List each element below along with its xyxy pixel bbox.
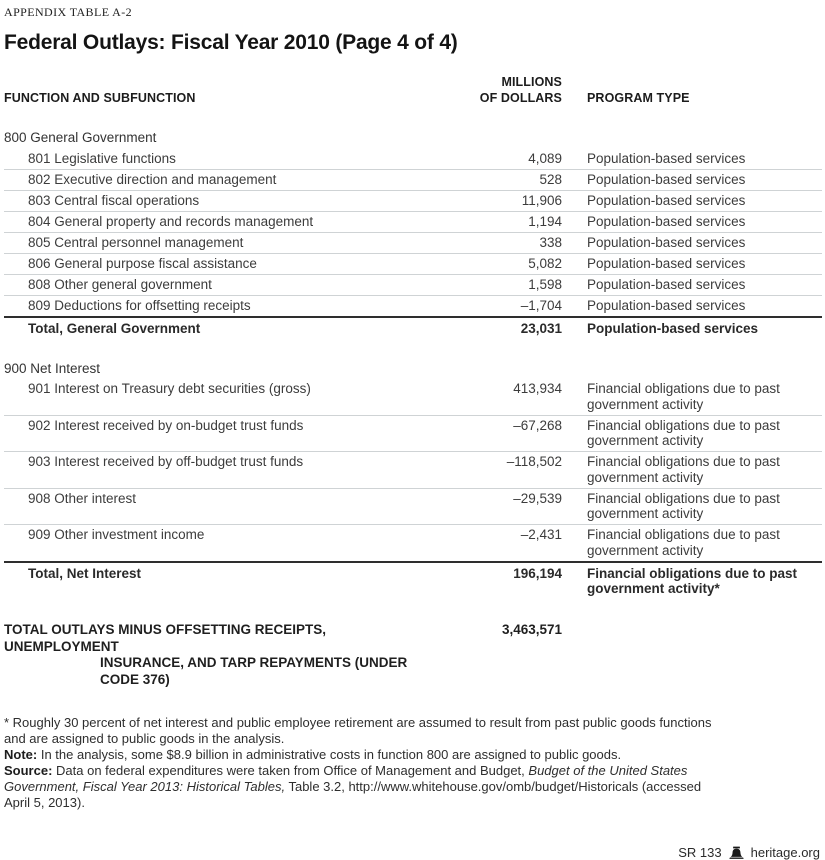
source-label: Source: bbox=[4, 763, 53, 778]
table-row bbox=[4, 379, 822, 416]
table-row bbox=[4, 416, 822, 453]
section-header: 900 Net Interest bbox=[4, 360, 101, 376]
table-row bbox=[4, 489, 822, 526]
row-program-type: Financial obligations due to past government activity bbox=[587, 490, 780, 521]
row-function: 908 Other interest bbox=[28, 490, 137, 506]
row-amount: 528 bbox=[539, 171, 562, 187]
grand-total-row bbox=[4, 622, 822, 688]
footnote-asterisk: * Roughly 30 percent of net interest and public employee retirement are assumed to result from past public goods functions and are assigned to public goods in the analysis. bbox=[4, 715, 712, 746]
column-header-amount bbox=[442, 74, 562, 106]
row-program-type: Population-based services bbox=[587, 213, 746, 229]
row-program-type: Financial obligations due to past government activity bbox=[587, 527, 780, 558]
row-program-type: Population-based services bbox=[587, 255, 746, 271]
row-function: 901 Interest on Treasury debt securities (gross) bbox=[28, 381, 311, 396]
row-program-type: Population-based services bbox=[587, 171, 746, 187]
row-function: 804 General property and records management bbox=[28, 213, 314, 229]
table-row bbox=[4, 191, 822, 212]
grand-total-label-line1: TOTAL OUTLAYS MINUS OFFSETTING RECEIPTS, UNEMPLOYMENT bbox=[4, 622, 327, 654]
site-name: heritage.org bbox=[750, 845, 820, 860]
section-net-interest bbox=[4, 359, 822, 600]
row-function: 801 Legislative functions bbox=[28, 150, 176, 166]
total-row bbox=[4, 561, 822, 600]
table-row bbox=[4, 452, 822, 489]
row-function: 805 Central personnel management bbox=[28, 234, 244, 250]
column-header-function: FUNCTION AND SUBFUNCTION bbox=[4, 91, 196, 105]
row-program-type: Population-based services bbox=[587, 297, 746, 313]
section-general-government bbox=[4, 128, 822, 339]
page-footer bbox=[4, 845, 822, 860]
row-amount: 1,194 bbox=[528, 213, 562, 229]
row-function: 803 Central fiscal operations bbox=[28, 192, 200, 208]
row-program-type: Financial obligations due to past government activity bbox=[587, 454, 780, 485]
row-amount: 413,934 bbox=[513, 381, 562, 396]
total-label: Total, Net Interest bbox=[28, 565, 142, 581]
table-row bbox=[4, 170, 822, 191]
column-header-program-type: PROGRAM TYPE bbox=[587, 91, 690, 105]
footnotes bbox=[4, 715, 724, 811]
row-program-type: Financial obligations due to past government activity bbox=[587, 381, 780, 412]
section-rows bbox=[4, 379, 822, 561]
row-amount: –118,502 bbox=[506, 454, 562, 469]
table-header-row bbox=[4, 74, 822, 108]
row-function: 909 Other investment income bbox=[28, 527, 205, 542]
row-function: 802 Executive direction and management bbox=[28, 171, 277, 187]
table-row bbox=[4, 275, 822, 296]
table-row bbox=[4, 254, 822, 275]
row-program-type: Financial obligations due to past government activity bbox=[587, 417, 780, 448]
grand-total-amount: 3,463,571 bbox=[501, 622, 562, 637]
row-amount: –1,704 bbox=[520, 297, 562, 313]
total-amount: 196,194 bbox=[513, 565, 562, 581]
section-header: 800 General Government bbox=[4, 130, 157, 145]
grand-total-label-line2: INSURANCE, AND TARP REPAYMENTS (UNDER CODE 376) bbox=[100, 655, 408, 687]
liberty-bell-icon bbox=[729, 846, 744, 860]
row-function: 808 Other general government bbox=[28, 276, 212, 292]
table-row bbox=[4, 149, 822, 170]
total-row bbox=[4, 316, 822, 339]
total-program-type: Population-based services bbox=[587, 320, 759, 336]
table-row bbox=[4, 296, 822, 316]
total-program-type: Financial obligations due to past government activity* bbox=[587, 565, 798, 596]
appendix-label: APPENDIX TABLE A-2 bbox=[4, 5, 133, 19]
row-function: 902 Interest received by on-budget trust funds bbox=[28, 417, 304, 433]
row-amount: 11,906 bbox=[521, 192, 562, 208]
grand-total-label bbox=[4, 622, 442, 688]
row-amount: 4,089 bbox=[528, 150, 562, 166]
note-label: Note: bbox=[4, 747, 38, 762]
total-amount: 23,031 bbox=[520, 320, 562, 336]
total-label: Total, General Government bbox=[28, 320, 201, 336]
row-amount: 5,082 bbox=[528, 255, 562, 271]
row-program-type: Population-based services bbox=[587, 192, 746, 208]
footnote-source: Source: Data on federal expenditures were taken from Office of Management and Budget, Budget of the United States Government, Fiscal Year 2013: Historical Tables, Table 3.2, http://www.whitehouse.gov/omb/budget/Historicals (accessed April 5, 2013). bbox=[4, 763, 702, 810]
report-number: SR 133 bbox=[678, 845, 722, 860]
table-row bbox=[4, 525, 822, 561]
column-header-amount-line1: MILLIONS bbox=[501, 75, 562, 89]
row-amount: 1,598 bbox=[528, 276, 562, 292]
row-function: 809 Deductions for offsetting receipts bbox=[28, 297, 251, 313]
row-program-type: Population-based services bbox=[587, 150, 746, 166]
page-title: Federal Outlays: Fiscal Year 2010 (Page 4 of 4) bbox=[4, 31, 458, 54]
section-rows bbox=[4, 149, 822, 316]
row-function: 806 General purpose fiscal assistance bbox=[28, 255, 257, 271]
source-publication-title: Budget of the United States Government, Fiscal Year 2013: Historical Tables, bbox=[4, 763, 688, 794]
column-header-amount-line2: OF DOLLARS bbox=[479, 91, 562, 105]
row-amount: –67,268 bbox=[513, 417, 562, 433]
footnote-note: Note: In the analysis, some $8.9 billion in administrative costs in function 800 are assigned to public goods. bbox=[4, 747, 622, 762]
row-amount: –2,431 bbox=[520, 527, 562, 542]
row-function: 903 Interest received by off-budget trust funds bbox=[28, 454, 304, 469]
row-program-type: Population-based services bbox=[587, 234, 746, 250]
table-row bbox=[4, 212, 822, 233]
row-amount: 338 bbox=[539, 234, 562, 250]
row-program-type: Population-based services bbox=[587, 276, 746, 292]
row-amount: –29,539 bbox=[513, 490, 562, 506]
table-row bbox=[4, 233, 822, 254]
